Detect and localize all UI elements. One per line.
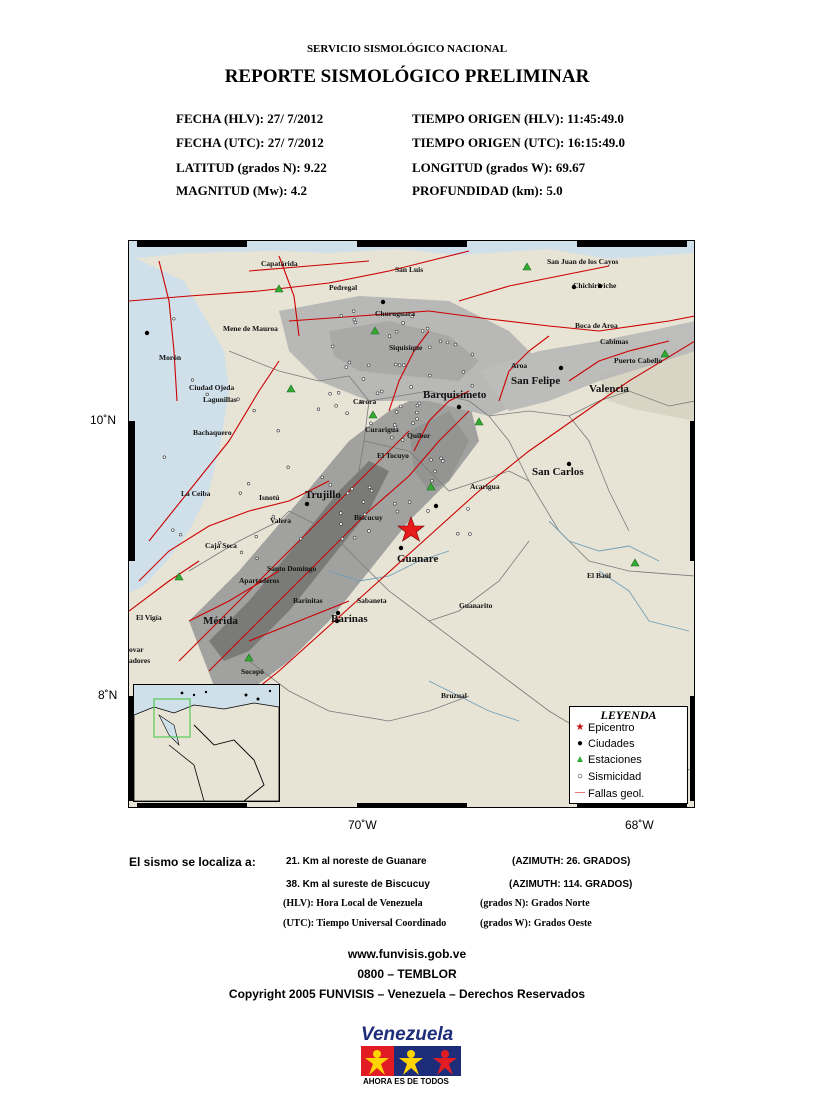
city-marker [434,504,438,508]
seismic-event [352,310,355,313]
town-label-aroa: Aroa [511,361,528,370]
seismic-event [394,363,397,366]
seismic-event [412,422,415,425]
seismic-event [454,343,457,346]
legend-item-ciudades: Ciudades [588,738,635,750]
city-legend-icon: ● [576,738,584,749]
town-label-cabimas: Cabimas [600,337,629,346]
tiempo-hlv: TIEMPO ORIGEN (HLV): 11:45:49.0 [412,111,624,126]
seismic-event [388,335,391,338]
seismic-event [329,392,332,395]
seismic-event [431,479,434,482]
inset-graphic [134,685,279,801]
town-label-san-juan-de-los-cayos: San Juan de los Cayos [547,257,619,266]
seismic-event [163,456,166,459]
seismic-event [346,492,349,495]
seismic-event [399,405,402,408]
seismic-event [172,529,175,532]
city-label-valencia: Valencia [589,383,629,395]
seismic-event [416,418,419,421]
seismic-event [398,364,401,367]
seismic-event [428,346,431,349]
seismic-event [439,340,442,343]
town-label-chichiriviche: Chichiriviche [573,281,617,290]
seismic-event [428,374,431,377]
utc-definition: (UTC): Tiempo Universal Coordinado [283,918,447,929]
city-marker [559,366,563,370]
town-label-mene-de-mauroa: Mene de Mauroa [223,324,278,333]
city-marker [145,331,149,335]
location-line-2: 38. Km al sureste de Biscucuy [286,879,430,890]
seismic-event [353,536,356,539]
fecha-hlv: FECHA (HLV): 27/ 7/2012 [176,111,324,126]
seismic-event [277,429,280,432]
seismic-event [362,378,365,381]
seismic-event [173,318,176,321]
copyright: Copyright 2005 FUNVISIS – Venezuela – Derechos Reservados [228,987,586,1001]
lat-tick-10n: 10˚N [90,413,117,427]
town-label-curarigua: Curarigua [365,425,399,434]
seismic-event [421,330,424,333]
seismic-event [346,412,349,415]
legend-item-sismicidad: Sismicidad [588,771,642,783]
town-label-el-vigia: El Vigía [136,613,162,622]
seismic-event [317,408,320,411]
seismic-event [462,370,465,373]
town-label-isnotu: Isnotú [259,493,280,502]
town-label-bruzual: Bruzual [441,691,467,700]
town-label-el-tocuyo: El Tocuyo [377,451,409,460]
seismic-event [340,523,343,526]
seismic-event [331,345,334,348]
seismic-event [340,314,343,317]
town-label-biscucuy: Biscucuy [354,513,383,522]
town-label-la-ceiba: La Ceiba [181,489,211,498]
location-line-1: 21. Km al noreste de Guanare [286,856,427,867]
city-marker [457,405,461,409]
seismic-event [354,321,357,324]
logo-text: Venezuela [361,1024,454,1045]
seismic-event [427,510,430,513]
latitud: LATITUD (grados N): 9.22 [176,160,327,175]
seismic-event [362,501,365,504]
seismic-event [426,327,429,330]
city-label-guanare: Guanare [397,553,439,565]
town-label-acarigua: Acarigua [470,482,500,491]
venezuela-logo [359,1024,464,1088]
seismic-event [367,364,370,367]
seismic-event [416,411,419,414]
seismic-event [256,557,259,560]
seismic-event [337,391,340,394]
seismic-event [430,458,433,461]
seismic-event [341,537,344,540]
town-label-socopo: Socopó [241,667,264,676]
seismic-event [402,322,405,325]
city-label-barquisimeto: Barquisimeto [423,389,487,401]
seismic-event [321,476,324,479]
seismic-event [348,361,351,364]
lat-tick-8n: 8˚N [98,688,118,702]
town-label-el-baul: El Baúl [587,571,611,580]
seismic-event [441,460,444,463]
town-label-churuguara: Churuguara [375,309,416,318]
seismic-event [353,318,356,321]
town-label-siquisique: Siquisique [389,343,423,352]
seismic-event [240,551,243,554]
seismic-event [410,386,413,389]
fault-legend-icon: — [575,787,585,798]
seismic-event [247,482,250,485]
seismic-event [329,484,332,487]
hotline: 0800 – TEMBLOR [357,967,457,981]
town-label-boca-de-aroa: Boca de Aroa [575,321,618,330]
town-label-barinitas: Barinitas [293,596,323,605]
seismic-event [440,457,443,460]
seismic-event [179,533,182,536]
seismic-event [376,392,379,395]
seismic-event [471,384,474,387]
seismic-event [391,436,394,439]
city-label-san-felipe: San Felipe [511,375,561,387]
town-label-capatarida: Capatárida [261,259,298,268]
seismic-event [299,538,302,541]
seismic-event [339,512,342,515]
seismic-event [395,411,398,414]
town-label-lagunillas: Lagunillas [203,395,237,404]
town-label-carora: Carora [353,397,377,406]
city-marker [305,502,309,506]
gw-definition: (grados W): Grados Oeste [480,918,592,929]
seismic-event [287,466,290,469]
town-label-quibor: Quibor [407,431,431,440]
seismic-event [255,535,258,538]
seismic-event [351,487,354,490]
seismic-event [402,364,405,367]
town-label-san-luis: San Luis [395,265,424,274]
fecha-utc: FECHA (UTC): 27/ 7/2012 [176,135,324,150]
city-marker [399,546,403,550]
lon-tick-68w: 68˚W [625,818,654,832]
legend-title: LEYENDA [600,708,657,722]
seismic-event [393,502,396,505]
legend-item-estaciones: Estaciones [588,754,642,766]
seismic-event [456,532,459,535]
location-intro: El sismo se localiza a: [129,855,256,869]
station-legend-icon: ▲ [575,754,585,765]
town-label-moron: Morón [159,353,182,362]
map-legend [569,706,688,804]
website-link[interactable]: www.funvisis.gob.ve [347,947,467,961]
seismic-event [368,530,371,533]
city-label-san-carlos: San Carlos [532,466,584,478]
seismic-event [408,501,411,504]
seismic-event [395,330,398,333]
azimuth-2: (AZIMUTH: 114. GRADOS) [509,879,633,890]
seismicity-legend-icon: ○ [576,771,584,782]
profundidad: PROFUNDIDAD (km): 5.0 [412,183,563,198]
report-title: REPORTE SISMOLÓGICO PRELIMINAR [224,66,590,87]
seismic-event [335,404,338,407]
seismic-event [396,510,399,513]
town-label-pedregal: Pedregal [329,283,358,292]
lon-tick-70w: 70˚W [348,818,377,832]
seismic-event [469,533,472,536]
inset-map [133,684,280,802]
legend-item-epicentro: Epicentro [588,722,635,734]
agency-name: SERVICIO SISMOLÓGICO NACIONAL [306,43,508,55]
seismic-event [253,409,256,412]
town-label-guanarito: Guanarito [459,601,493,610]
seismic-event [446,341,449,344]
town-label-ovar: ovar [129,645,144,654]
seismic-event [434,470,437,473]
seismic-event [237,398,240,401]
longitud: LONGITUD (grados W): 69.67 [412,160,586,175]
seismic-event [368,486,371,489]
seismic-event [380,390,383,393]
city-marker [381,300,385,304]
town-label-adores: adores [129,656,151,665]
seismic-event [401,439,404,442]
azimuth-1: (AZIMUTH: 26. GRADOS) [512,856,631,867]
seismic-event [191,379,194,382]
town-label-bachaquero: Bachaquero [193,428,232,437]
seismic-event [467,508,470,511]
seismic-event [418,402,421,405]
town-label-apartaderos: Apartaderos [239,576,280,585]
town-label-valera: Valera [270,516,291,525]
town-label-santo-domingo: Santo Domingo [267,564,317,573]
city-label-trujillo: Trujillo [305,489,341,501]
seismic-event [345,366,348,369]
hlv-definition: (HLV): Hora Local de Venezuela [283,898,423,909]
gn-definition: (grados N): Grados Norte [480,898,590,909]
magnitud: MAGNITUD (Mw): 4.2 [176,183,308,198]
city-label-barinas: Barinas [331,613,368,625]
seismic-event [370,489,373,492]
legend-item-fallas: Fallas geol. [588,788,645,800]
city-label-merida: Mérida [203,615,238,627]
town-label-ciudad-ojeda: Ciudad Ojeda [189,383,235,392]
seismic-event [239,492,242,495]
tiempo-utc: TIEMPO ORIGEN (UTC): 16:15:49.0 [412,135,626,150]
epicenter-legend-icon: ★ [575,722,585,733]
seismic-event [471,353,474,356]
town-label-sabaneta: Sabaneta [357,596,387,605]
logo-slogan: AHORA ES DE TODOS [363,1077,449,1086]
logo-figures-icon [361,1046,461,1076]
town-label-caja-seca: Caja Seca [205,541,237,550]
town-label-puerto-cabello: Puerto Cabello [614,356,663,365]
